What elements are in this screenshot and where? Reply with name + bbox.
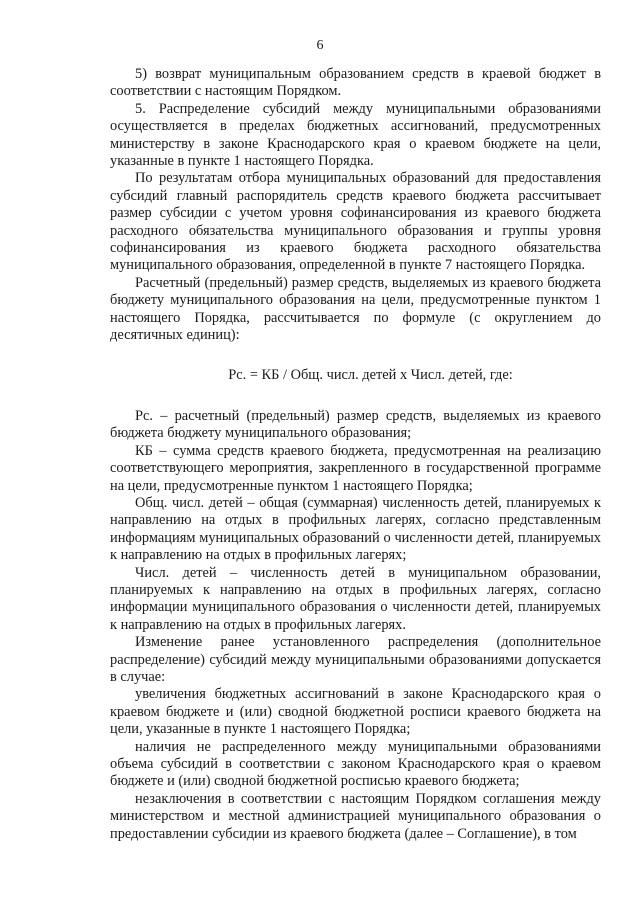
page-number: 6 bbox=[316, 38, 324, 53]
paragraph: 5. Распределение субсидий между муниципальными образованиями осуществляется в пределах бюджетных ассигнований, предусмотренных министерству в законе Краснодарского края о краевом бюджете на цели, указанные в пункте 1 настоящего Порядка. bbox=[110, 100, 601, 170]
paragraph: незаключения в соответствии с настоящим Порядком соглашения между министерством и местной администрацией муниципального образования о предоставлении субсидии из краевого бюджета (далее – Соглашение), в том bbox=[110, 790, 601, 842]
paragraph: Расчетный (предельный) размер средств, выделяемых из краевого бюджета бюджету муниципального образования на цели, предусмотренные пунктом 1 настоящего Порядка, рассчитывается по формуле (с округлением до десятичных единиц): bbox=[110, 274, 601, 344]
paragraph: 5) возврат муниципальным образованием средств в краевой бюджет в соответствии с настоящим Порядком. bbox=[110, 66, 601, 100]
document-body bbox=[110, 66, 601, 843]
paragraph: Изменение ранее установленного распределения (дополнительное распределение) субсидий между муниципальными образованиями допускается в случае: bbox=[110, 634, 601, 685]
formula: Рс. = КБ / Общ. числ. детей х Числ. детей, где: bbox=[228, 366, 513, 383]
paragraph: Рс. – расчетный (предельный) размер средств, выделяемых из краевого бюджета бюджету муниципального образования; bbox=[110, 407, 601, 442]
paragraph: КБ – сумма средств краевого бюджета, предусмотренная на реализацию соответствующего мероприятия, закрепленного в государственной программе на цели, предусмотренные пунктом 1 настоящего Порядка; bbox=[110, 442, 601, 494]
paragraph: наличия не распределенного между муниципальными образованиями объема субсидий в соответствии с законом Краснодарского края о краевом бюджете и (или) сводной бюджетной росписью краевого бюджета; bbox=[110, 738, 601, 790]
paragraph: Общ. числ. детей – общая (суммарная) численность детей, планируемых к направлению на отдых в профильных лагерях, согласно представленным информациям муниципальных образований о численности детей, планируемых к направлению на отдых в профильных лагерях; bbox=[110, 494, 601, 564]
paragraph: По результатам отбора муниципальных образований для предоставления субсидий главный распорядитель средств краевого бюджета рассчитывает размер субсидии с учетом уровня софинансирования из краевого бюджета расходного обязательства муниципального образования и группы уровня софинансирования из краевого бюджета расходного обязательства муниципального образования, определенной в пункте 7 настоящего Порядка. bbox=[110, 170, 601, 274]
paragraph: Числ. детей – численность детей в муниципальном образовании, планируемых к направлению на отдых в профильных лагерях, согласно информации муниципального образования о численности детей, планируемых к направлению на отдых в профильных лагерях. bbox=[110, 564, 601, 633]
paragraph: увеличения бюджетных ассигнований в законе Краснодарского края о краевом бюджете и (или) сводной бюджетной росписи краевого бюджета на цели, указанные в пункте 1 настоящего Порядка; bbox=[110, 686, 601, 738]
